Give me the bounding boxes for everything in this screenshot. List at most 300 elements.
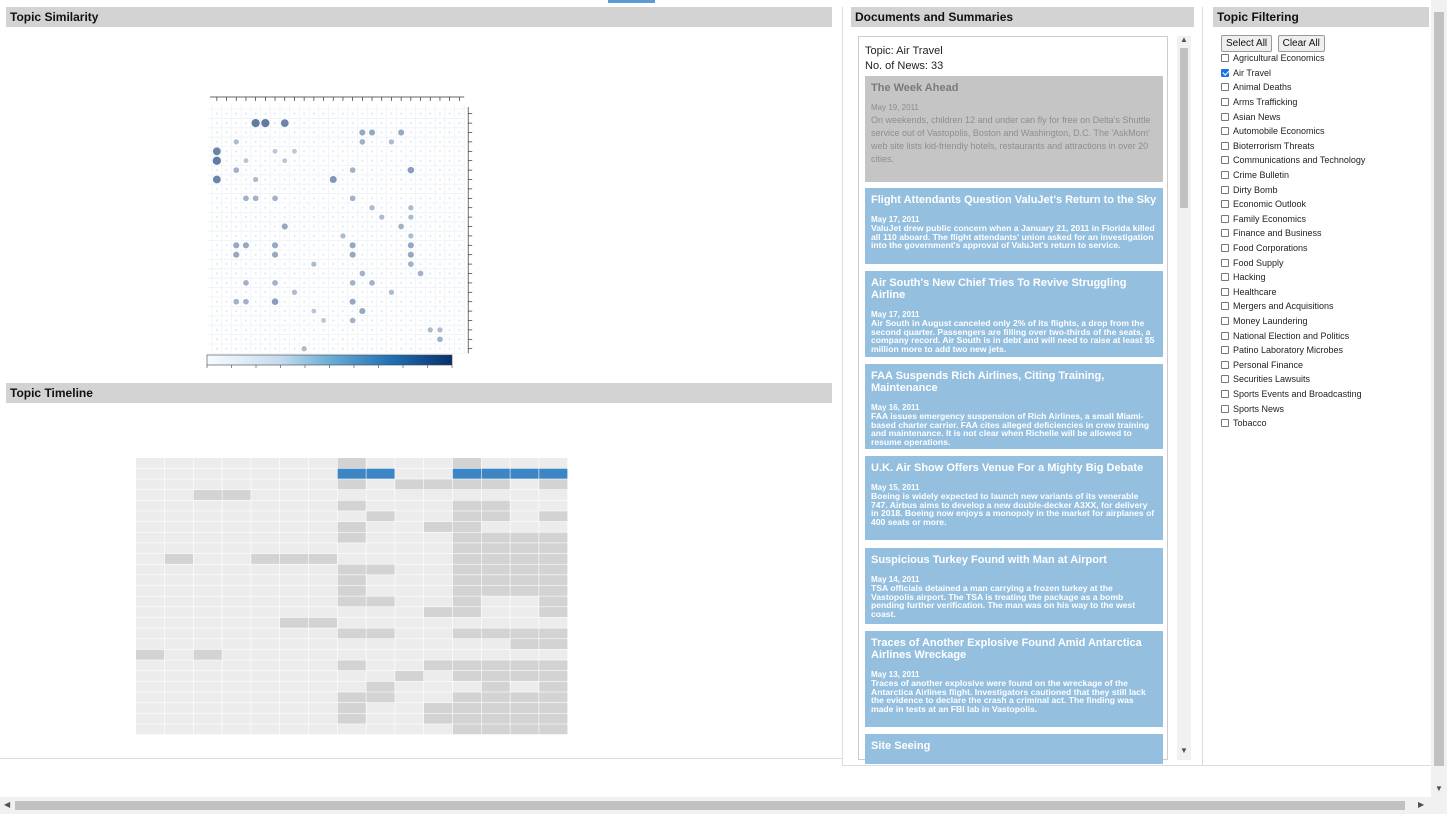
filter-item[interactable]: [1221, 226, 1365, 241]
similarity-dot: [245, 150, 247, 152]
similarity-dot: [293, 216, 295, 218]
timeline-cell: [539, 650, 567, 660]
similarity-dot: [322, 197, 324, 199]
topic-checkbox[interactable]: [1221, 113, 1229, 121]
topic-checkbox[interactable]: [1221, 259, 1229, 267]
similarity-dot: [274, 160, 276, 162]
similarity-dot: [371, 348, 373, 350]
similarity-dot: [332, 291, 334, 293]
similarity-dot: [235, 207, 237, 209]
filter-item[interactable]: [1221, 270, 1365, 285]
timeline-cell: [222, 511, 250, 521]
similarity-dot: [381, 225, 383, 227]
page-scrollbar-horizontal[interactable]: [0, 797, 1431, 814]
filter-item[interactable]: [1221, 139, 1365, 154]
timeline-cell: [453, 724, 481, 734]
similarity-dot: [274, 169, 276, 171]
similarity-dot: [342, 263, 344, 265]
similarity-dot: [419, 131, 421, 133]
news-card[interactable]: [865, 456, 1163, 540]
similarity-dot: [216, 141, 218, 143]
similarity-dot: [254, 254, 256, 256]
similarity-dot: [400, 282, 402, 284]
similarity-dot: [419, 254, 421, 256]
timeline-cell: [395, 565, 423, 575]
timeline-cell: [165, 543, 193, 553]
similarity-dot: [410, 197, 412, 199]
select-all-button[interactable]: Select All: [1221, 35, 1272, 52]
similarity-bubble: [302, 346, 307, 351]
filter-item[interactable]: [1221, 343, 1365, 358]
timeline-cell: [338, 511, 366, 521]
timeline-cell: [539, 543, 567, 553]
timeline-cell: [539, 703, 567, 713]
timeline-cell: [251, 554, 279, 564]
similarity-dot: [322, 113, 324, 115]
timeline-cell: [395, 724, 423, 734]
similarity-dot: [264, 225, 266, 227]
filter-item[interactable]: [1221, 255, 1365, 270]
similarity-dot: [216, 348, 218, 350]
similarity-dot: [381, 188, 383, 190]
topic-checkbox-label: Tobacco: [1233, 418, 1267, 429]
docs-scroll-thumb[interactable]: [1180, 48, 1188, 208]
similarity-dot: [439, 282, 441, 284]
news-card[interactable]: [865, 188, 1163, 264]
scroll-right-icon[interactable]: ▶: [1418, 800, 1425, 809]
similarity-dot: [332, 216, 334, 218]
timeline-cell: [194, 692, 222, 702]
similarity-dot: [381, 254, 383, 256]
similarity-dot: [303, 169, 305, 171]
similarity-dot: [429, 178, 431, 180]
filter-item[interactable]: [1221, 109, 1365, 124]
similarity-dot: [419, 282, 421, 284]
filter-item[interactable]: [1221, 80, 1365, 95]
similarity-dot: [458, 235, 460, 237]
similarity-dot: [313, 216, 315, 218]
similarity-dot: [245, 178, 247, 180]
similarity-dot: [439, 188, 441, 190]
similarity-dot: [332, 254, 334, 256]
timeline-cell: [194, 724, 222, 734]
topic-checkbox[interactable]: [1221, 200, 1229, 208]
timeline-cell: [510, 490, 538, 500]
timeline-cell: [222, 522, 250, 532]
timeline-cell: [309, 607, 337, 617]
similarity-dot: [371, 188, 373, 190]
similarity-dot: [322, 150, 324, 152]
timeline-cell: [222, 714, 250, 724]
topic-checkbox[interactable]: [1221, 142, 1229, 150]
similarity-bubble: [233, 299, 239, 305]
timeline-cell: [482, 703, 510, 713]
similarity-dot: [245, 338, 247, 340]
similarity-dot: [225, 338, 227, 340]
similarity-dot: [293, 301, 295, 303]
similarity-dot: [448, 310, 450, 312]
similarity-dot: [303, 225, 305, 227]
similarity-dot: [216, 216, 218, 218]
similarity-dot: [429, 263, 431, 265]
similarity-dot: [429, 216, 431, 218]
similarity-dot: [419, 301, 421, 303]
similarity-dot: [225, 329, 227, 331]
similarity-dot: [274, 263, 276, 265]
news-date: May 17, 2011: [871, 310, 920, 319]
timeline-cell: [194, 714, 222, 724]
documents-list[interactable]: [858, 35, 1188, 760]
similarity-bubble: [330, 176, 337, 183]
filter-item[interactable]: [1221, 51, 1365, 66]
similarity-dot: [264, 235, 266, 237]
timeline-cell: [482, 714, 510, 724]
similarity-dot: [371, 291, 373, 293]
similarity-dot: [284, 197, 286, 199]
timeline-cell: [136, 543, 164, 553]
topic-checkbox[interactable]: [1221, 419, 1229, 427]
timeline-cell: [194, 596, 222, 606]
filter-item[interactable]: [1221, 66, 1365, 81]
timeline-cell: [136, 714, 164, 724]
topic-checkbox[interactable]: [1221, 288, 1229, 296]
filter-item[interactable]: [1221, 212, 1365, 227]
scroll-down-icon[interactable]: ▼: [1180, 746, 1188, 755]
similarity-dot: [332, 301, 334, 303]
similarity-dot: [216, 113, 218, 115]
news-date: May 16, 2011: [871, 403, 920, 412]
similarity-dot: [458, 160, 460, 162]
timeline-cell: [453, 575, 481, 585]
similarity-dot: [313, 291, 315, 293]
similarity-dot: [429, 244, 431, 246]
similarity-dot: [390, 263, 392, 265]
similarity-dot: [264, 254, 266, 256]
timeline-cell: [453, 501, 481, 511]
timeline-cell: [395, 671, 423, 681]
timeline-cell: [366, 650, 394, 660]
similarity-dot: [361, 319, 363, 321]
similarity-bubble: [350, 167, 356, 173]
filter-item[interactable]: [1221, 168, 1365, 183]
timeline-cell: [165, 575, 193, 585]
similarity-dot: [225, 244, 227, 246]
timeline-cell: [539, 501, 567, 511]
similarity-dot: [332, 282, 334, 284]
topic-checkbox-label: Asian News: [1233, 111, 1281, 122]
timeline-cell: [194, 501, 222, 511]
topic-checkbox[interactable]: [1221, 302, 1229, 310]
timeline-cell: [165, 703, 193, 713]
similarity-dot: [400, 216, 402, 218]
timeline-cell: [395, 660, 423, 670]
topic-checkbox[interactable]: [1221, 346, 1229, 354]
timeline-cell: [338, 586, 366, 596]
similarity-dot: [458, 197, 460, 199]
similarity-dot: [216, 169, 218, 171]
timeline-cell: [366, 607, 394, 617]
similarity-dot: [351, 131, 353, 133]
similarity-dot: [235, 319, 237, 321]
timeline-cell: [424, 682, 452, 692]
page-scroll-thumb[interactable]: [1434, 12, 1444, 766]
timeline-cell: [251, 586, 279, 596]
timeline-cell: [366, 554, 394, 564]
similarity-bubble: [272, 298, 279, 305]
topic-checkbox[interactable]: [1221, 317, 1229, 325]
filter-item[interactable]: [1221, 401, 1365, 416]
topic-checkbox[interactable]: [1221, 156, 1229, 164]
similarity-dot: [419, 235, 421, 237]
timeline-cell: [251, 511, 279, 521]
similarity-dot: [264, 348, 266, 350]
filter-item[interactable]: [1221, 299, 1365, 314]
filter-item[interactable]: [1221, 124, 1365, 139]
similarity-bubble: [369, 280, 375, 286]
similarity-dot: [342, 282, 344, 284]
page-scrollbar-vertical[interactable]: [1431, 0, 1447, 797]
filter-item[interactable]: [1221, 95, 1365, 110]
news-card[interactable]: [865, 631, 1163, 727]
similarity-dot: [419, 122, 421, 124]
topic-checkbox-label: Crime Bulletin: [1233, 170, 1290, 181]
timeline-cell: [280, 682, 308, 692]
similarity-dot: [410, 141, 412, 143]
timeline-cell: [338, 660, 366, 670]
similarity-bubble: [437, 336, 443, 342]
timeline-cell: [395, 511, 423, 521]
topic-checkbox[interactable]: [1221, 361, 1229, 369]
similarity-dot: [245, 310, 247, 312]
similarity-bubble: [350, 318, 356, 324]
news-card[interactable]: [865, 548, 1163, 624]
similarity-dot: [235, 225, 237, 227]
topic-checkbox[interactable]: [1221, 215, 1229, 223]
clear-all-button[interactable]: Clear All: [1278, 35, 1325, 52]
similarity-dot: [284, 141, 286, 143]
timeline-cell: [366, 703, 394, 713]
news-card[interactable]: [865, 364, 1163, 449]
filter-item[interactable]: [1221, 416, 1365, 431]
similarity-dot: [293, 319, 295, 321]
timeline-cell: [194, 639, 222, 649]
page-hscroll-thumb[interactable]: [15, 801, 1405, 810]
similarity-dot: [361, 282, 363, 284]
topic-checkbox[interactable]: [1221, 127, 1229, 135]
topic-checkbox[interactable]: [1221, 229, 1229, 237]
news-summary: TSA officials detained a man carrying a frozen turkey at the Vastopolis airport. The TSA is treating the package as a bomb pending further verification. The man was on his way to the west coast.: [871, 583, 1136, 619]
similarity-dot: [419, 244, 421, 246]
timeline-cell: [395, 628, 423, 638]
filter-item[interactable]: [1221, 285, 1365, 300]
timeline-cell: [539, 714, 567, 724]
scroll-down-icon[interactable]: ▼: [1435, 784, 1443, 793]
similarity-dot: [313, 301, 315, 303]
timeline-cell: [136, 650, 164, 660]
similarity-bubble: [408, 167, 415, 174]
similarity-dot: [284, 169, 286, 171]
similarity-dot: [254, 150, 256, 152]
similarity-dot: [342, 348, 344, 350]
topic-checkbox[interactable]: [1221, 405, 1229, 413]
scrollbar-corner: [1431, 797, 1447, 814]
similarity-dot: [254, 263, 256, 265]
similarity-dot: [361, 207, 363, 209]
topic-checkbox[interactable]: [1221, 390, 1229, 398]
similarity-dot: [342, 197, 344, 199]
topic-filtering-header: Topic Filtering: [1213, 7, 1429, 27]
similarity-dot: [371, 263, 373, 265]
similarity-dot: [371, 301, 373, 303]
timeline-cell: [165, 671, 193, 681]
similarity-dot: [429, 141, 431, 143]
news-card[interactable]: [865, 271, 1163, 357]
filter-item[interactable]: [1221, 314, 1365, 329]
filter-item[interactable]: [1221, 197, 1365, 212]
timeline-cell: [251, 639, 279, 649]
similarity-dot: [274, 310, 276, 312]
similarity-dot: [264, 319, 266, 321]
topic-checkbox[interactable]: [1221, 83, 1229, 91]
similarity-dot: [332, 122, 334, 124]
timeline-cell: [366, 671, 394, 681]
timeline-cell: [280, 703, 308, 713]
topic-checkbox[interactable]: [1221, 69, 1229, 77]
timeline-cell: [395, 618, 423, 628]
topic-checkbox[interactable]: [1221, 244, 1229, 252]
similarity-dot: [254, 188, 256, 190]
filter-item[interactable]: [1221, 357, 1365, 372]
similarity-dot: [448, 113, 450, 115]
similarity-dot: [342, 216, 344, 218]
topic-checkbox-label: Bioterrorism Threats: [1233, 140, 1315, 151]
similarity-bubble: [244, 158, 249, 163]
timeline-cell: [251, 628, 279, 638]
similarity-dot: [458, 319, 460, 321]
similarity-dot: [264, 160, 266, 162]
topic-checkbox[interactable]: [1221, 332, 1229, 340]
similarity-dot: [225, 348, 227, 350]
timeline-cell: [136, 479, 164, 489]
timeline-cell: [482, 554, 510, 564]
timeline-cell: [165, 554, 193, 564]
news-date: May 13, 2011: [871, 670, 920, 679]
filter-item[interactable]: [1221, 153, 1365, 168]
similarity-dot: [274, 225, 276, 227]
similarity-dot: [429, 272, 431, 274]
timeline-cell: [309, 671, 337, 681]
news-card[interactable]: [865, 734, 1163, 764]
filter-item[interactable]: [1221, 372, 1365, 387]
similarity-dot: [264, 169, 266, 171]
similarity-dot: [381, 272, 383, 274]
news-date: May 14, 2011: [871, 575, 920, 584]
similarity-dot: [410, 282, 412, 284]
active-tab-indicator[interactable]: [608, 0, 655, 3]
similarity-dot: [284, 207, 286, 209]
topic-checkbox[interactable]: [1221, 54, 1229, 62]
similarity-dot: [293, 348, 295, 350]
similarity-dot: [274, 178, 276, 180]
filter-item[interactable]: [1221, 387, 1365, 402]
filter-item[interactable]: [1221, 182, 1365, 197]
similarity-dot: [381, 338, 383, 340]
timeline-cell: [222, 596, 250, 606]
similarity-dot: [448, 319, 450, 321]
similarity-dot: [439, 169, 441, 171]
timeline-cell: [424, 724, 452, 734]
similarity-dot: [361, 188, 363, 190]
similarity-bubble: [408, 214, 413, 219]
similarity-dot: [410, 301, 412, 303]
topic-checkbox[interactable]: [1221, 98, 1229, 106]
similarity-dot: [225, 319, 227, 321]
docs-scrollbar[interactable]: [1177, 36, 1191, 760]
topic-checkbox[interactable]: [1221, 273, 1229, 281]
color-legend-bar: [207, 355, 452, 365]
similarity-dot: [400, 348, 402, 350]
similarity-dot: [254, 225, 256, 227]
similarity-dot: [284, 263, 286, 265]
timeline-cell: [482, 692, 510, 702]
timeline-cell: [366, 522, 394, 532]
similarity-dot: [400, 244, 402, 246]
timeline-cell: [251, 501, 279, 511]
similarity-dot: [342, 338, 344, 340]
timeline-cell: [539, 490, 567, 500]
similarity-dot: [293, 188, 295, 190]
scroll-left-icon[interactable]: ◀: [4, 800, 11, 809]
similarity-dot: [458, 216, 460, 218]
news-title: The Week Ahead: [871, 82, 959, 94]
similarity-dot: [293, 225, 295, 227]
topic-checkbox[interactable]: [1221, 375, 1229, 383]
similarity-dot: [245, 216, 247, 218]
similarity-dot: [342, 319, 344, 321]
news-card[interactable]: [865, 76, 1163, 182]
timeline-cell: [222, 458, 250, 468]
similarity-dot: [351, 338, 353, 340]
timeline-cell: [136, 703, 164, 713]
timeline-cell: [309, 703, 337, 713]
similarity-bubble: [359, 139, 365, 145]
timeline-cell: [309, 575, 337, 585]
scroll-up-icon[interactable]: ▲: [1180, 35, 1188, 44]
topic-checkbox[interactable]: [1221, 186, 1229, 194]
timeline-cell: [424, 501, 452, 511]
topic-checkbox[interactable]: [1221, 171, 1229, 179]
timeline-cell: [424, 586, 452, 596]
timeline-cell: [453, 671, 481, 681]
timeline-cell: [510, 671, 538, 681]
timeline-cell: [510, 522, 538, 532]
similarity-dot: [342, 150, 344, 152]
timeline-cell: [338, 618, 366, 628]
similarity-dot: [439, 160, 441, 162]
similarity-dot: [342, 188, 344, 190]
similarity-dot: [400, 150, 402, 152]
similarity-dot: [419, 188, 421, 190]
timeline-cell: [453, 586, 481, 596]
timeline-cell: [165, 682, 193, 692]
filter-item[interactable]: [1221, 328, 1365, 343]
similarity-dot: [264, 263, 266, 265]
news-title: FAA Suspends Rich Airlines, Citing Training, Maintenance: [871, 370, 1105, 394]
filter-item[interactable]: [1221, 241, 1365, 256]
similarity-dot: [293, 197, 295, 199]
similarity-dot: [371, 150, 373, 152]
timeline-cell: [251, 607, 279, 617]
